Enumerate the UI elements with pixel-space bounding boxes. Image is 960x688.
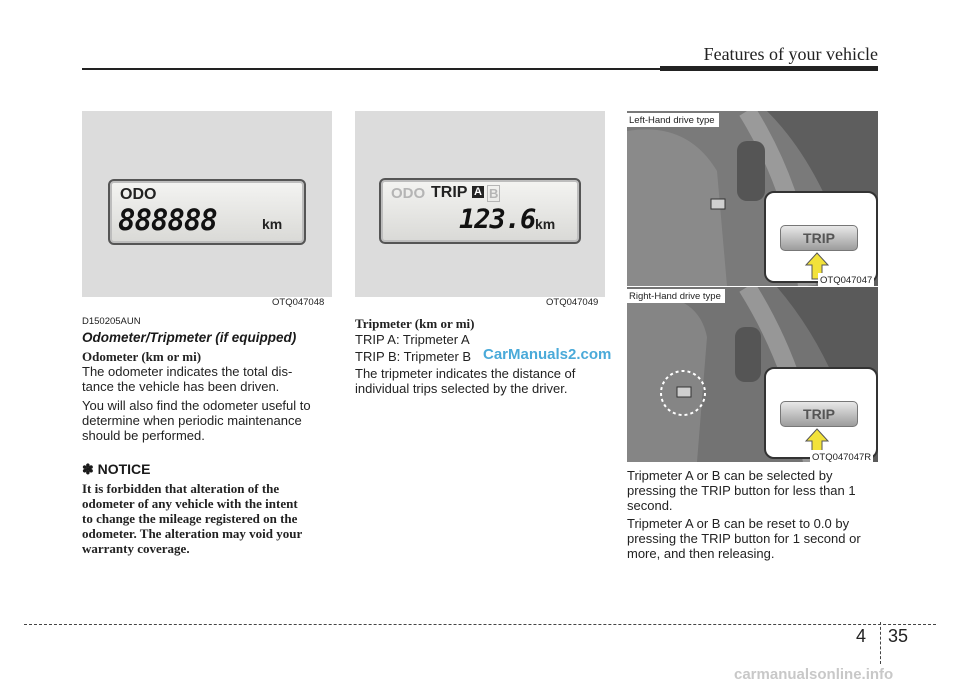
notice-body [82, 481, 337, 556]
lcd-unit: km [535, 216, 556, 232]
section-code: D150205AUN [82, 316, 141, 327]
watermark-text: CarManuals2.com [483, 346, 612, 363]
lcd-odo-label: ODO [120, 186, 157, 203]
tripmeter-lcd [379, 178, 581, 244]
header-title: Features of your vehicle [703, 44, 878, 64]
rhd-photo [627, 287, 878, 462]
odometer-subheading: Odometer (km or mi) [82, 349, 202, 364]
trip-select-paragraph [627, 468, 882, 513]
text-line: individual trips selected by the driver. [355, 381, 568, 396]
text-line: odometer of any vehicle with the intent [82, 496, 298, 511]
figure-code-rhd: OTQ047047R [812, 452, 872, 463]
lcd-unit: km [262, 216, 283, 232]
text-line: The odometer indicates the total dis- [82, 364, 293, 379]
text-line: You will also find the odometer useful to [82, 398, 311, 413]
notice-title: ✽ NOTICE [82, 461, 151, 477]
text-line: pressing the TRIP button for 1 second or [627, 531, 861, 546]
tripmeter-subheading: Tripmeter (km or mi) [355, 316, 475, 331]
section-number: 4 [856, 626, 867, 646]
trip-a-line: TRIP A: Tripmeter A [355, 332, 470, 347]
odometer-paragraph-1 [82, 364, 334, 394]
text-line: second. [627, 498, 673, 513]
text-line: Tripmeter A or B can be reset to 0.0 by [627, 516, 850, 531]
text-line: should be performed. [82, 428, 205, 443]
lcd-odometer-digits: 888888 [118, 203, 217, 237]
figure-code-tripmeter: OTQ047049 [546, 297, 599, 308]
lcd-trip-a-indicator: A [474, 186, 482, 198]
figure-code-lhd: OTQ047047 [820, 275, 873, 286]
lcd-odo-label-dim: ODO [391, 185, 426, 202]
page-divider [880, 622, 881, 664]
text-line: determine when periodic maintenance [82, 413, 302, 428]
tripmeter-figure [355, 111, 605, 297]
site-watermark: carmanualsonline.info [734, 666, 894, 683]
rhd-label: Right-Hand drive type [627, 289, 725, 303]
text-line: It is forbidden that alteration of the [82, 481, 280, 496]
trip-b-line: TRIP B: Tripmeter B [355, 349, 472, 364]
text-line: to change the mileage registered on the [82, 511, 298, 526]
trip-reset-paragraph [627, 516, 882, 561]
trip-button-callout [764, 367, 878, 459]
text-line: Tripmeter A or B can be selected by [627, 468, 833, 483]
trip-button-callout [764, 191, 878, 283]
tripmeter-paragraph [355, 366, 610, 396]
odometer-paragraph-2 [82, 398, 334, 443]
page-number: 35 [888, 626, 909, 646]
footer-rule [24, 624, 936, 625]
odometer-figure [82, 111, 332, 297]
text-line: more, and then releasing. [627, 546, 775, 561]
trip-button: TRIP [780, 225, 858, 251]
figure-code-odometer: OTQ047048 [272, 297, 325, 308]
lhd-label: Left-Hand drive type [627, 113, 719, 127]
lcd-trip-b-indicator: B [489, 186, 499, 201]
lcd-tripmeter-digits: 123.6 [459, 204, 536, 235]
odometer-lcd [108, 179, 306, 245]
header-rule-accent [660, 66, 878, 71]
text-line: odometer. The alteration may void your [82, 526, 303, 541]
text-line: tance the vehicle has been driven. [82, 379, 280, 394]
text-line: warranty coverage. [82, 541, 190, 556]
section-heading: Odometer/Tripmeter (if equipped) [82, 330, 297, 345]
trip-button: TRIP [780, 401, 858, 427]
lhd-photo [627, 111, 878, 286]
text-line: pressing the TRIP button for less than 1 [627, 483, 856, 498]
text-line: The tripmeter indicates the distance of [355, 366, 576, 381]
lcd-trip-label: TRIP [431, 184, 468, 201]
